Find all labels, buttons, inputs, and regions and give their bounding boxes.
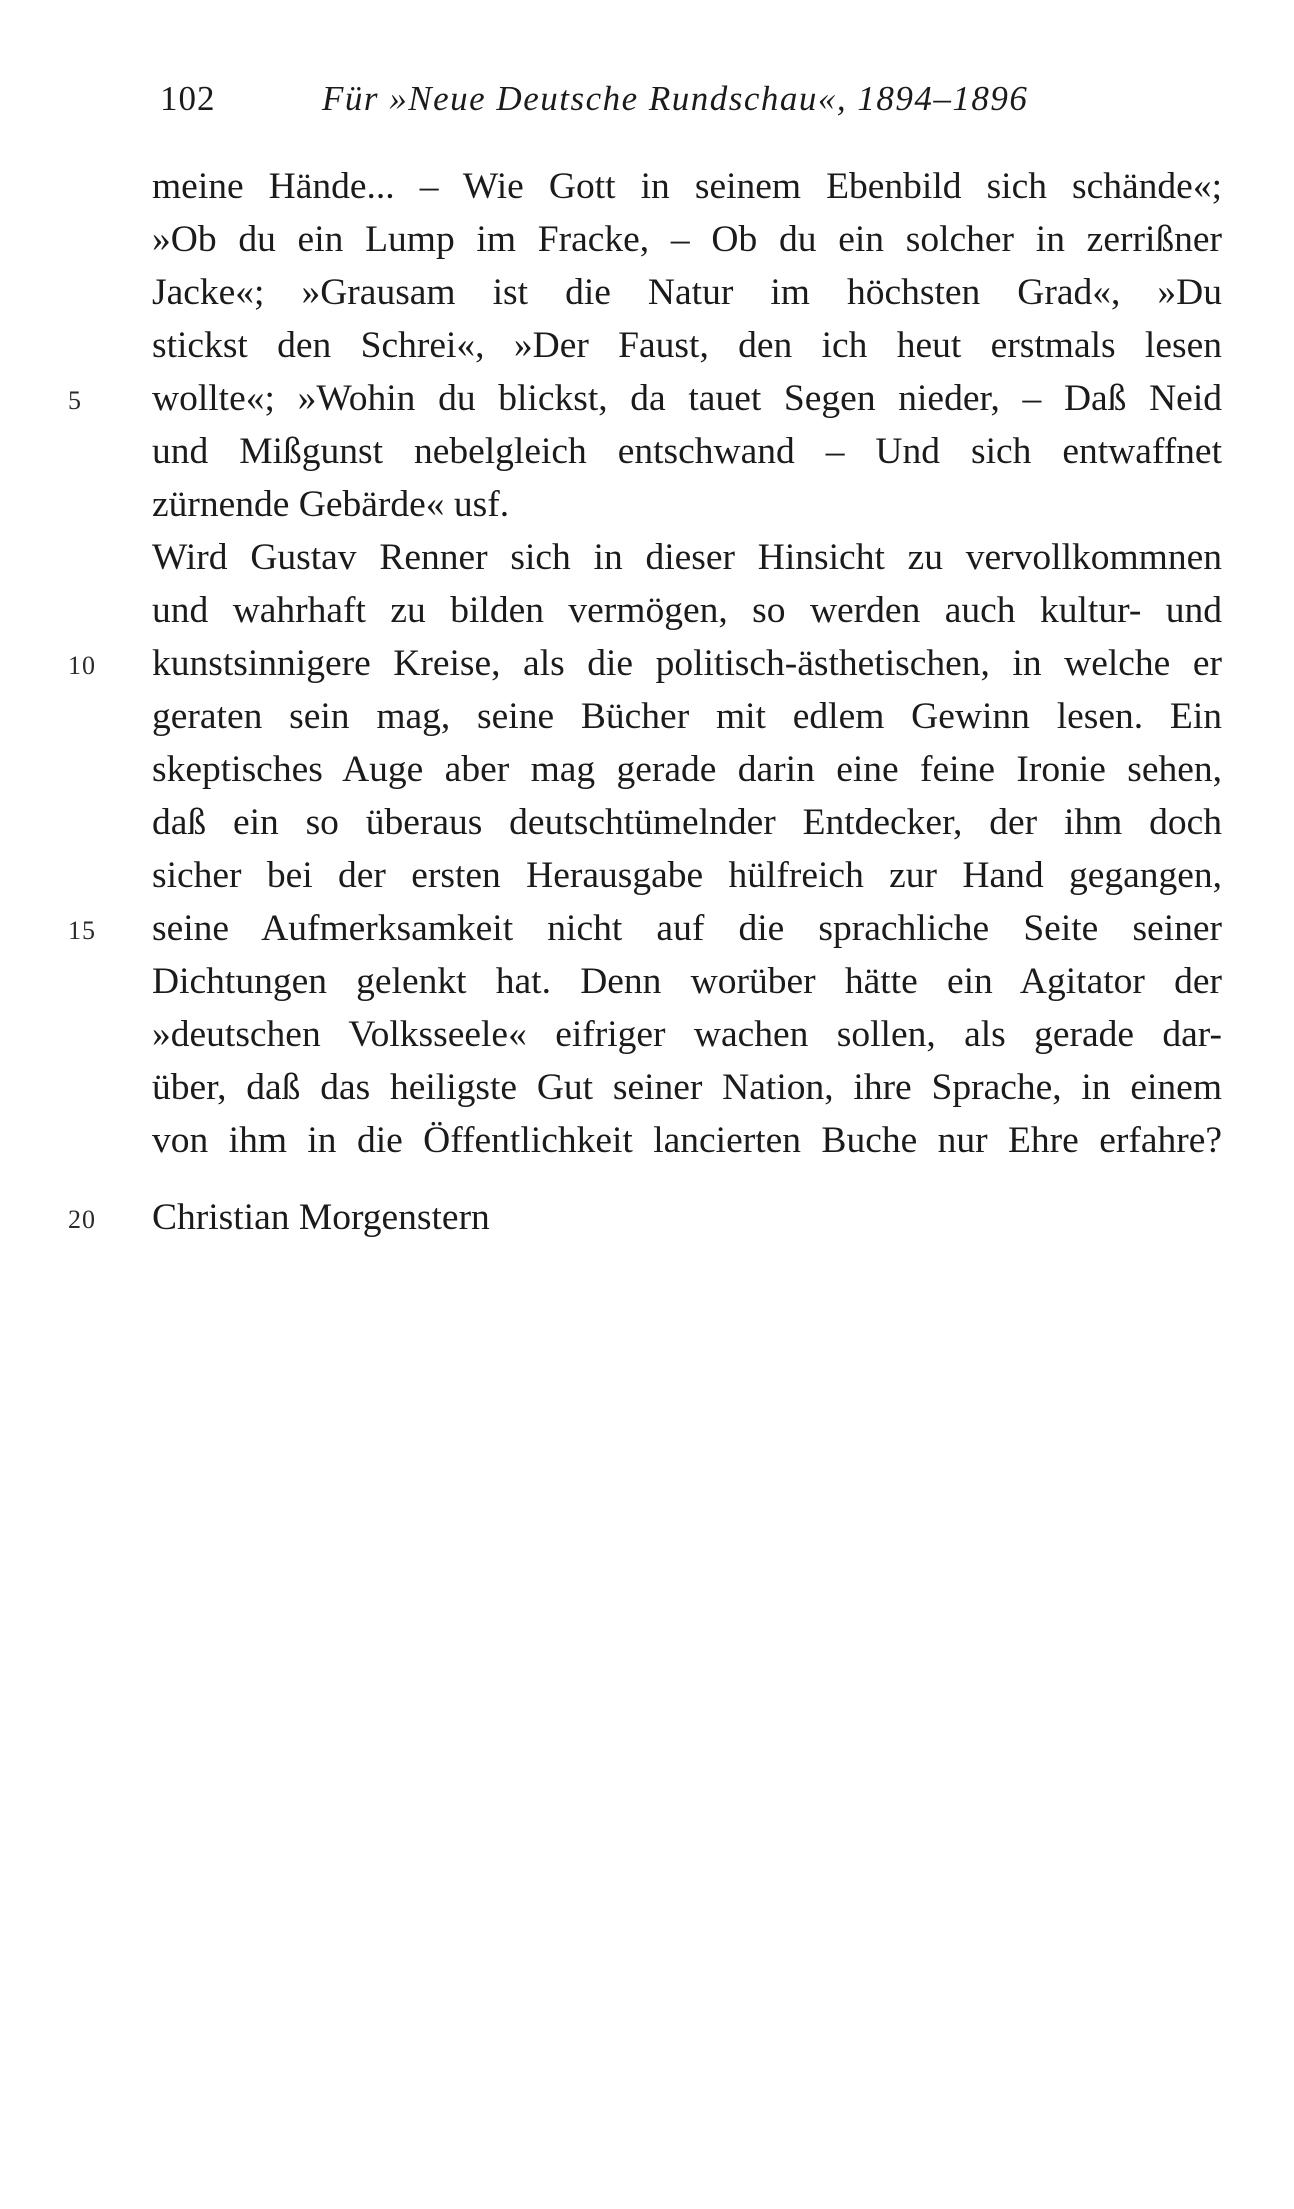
author-signature: Christian Morgenstern (152, 1197, 490, 1238)
line-text: Dichtungen gelenkt hat. Denn worüber hätte ein Agitator der (152, 961, 1222, 1002)
text-line (152, 478, 1222, 531)
line-text: Jacke«; »Grausam ist die Natur im höchsten Grad«, »Du (152, 272, 1222, 313)
line-text: geraten sein mag, seine Bücher mit edlem Gewinn lesen. Ein (152, 696, 1222, 737)
text-line (152, 584, 1222, 637)
line-text: stickst den Schrei«, »Der Faust, den ich heut erstmals lesen (152, 325, 1222, 366)
line-text: sicher bei der ersten Herausgabe hülfreich zur Hand gegangen, (152, 855, 1222, 896)
text-line (152, 531, 1222, 584)
line-text: skeptisches Auge aber mag gerade darin eine feine Ironie sehen, (152, 749, 1222, 790)
running-head: Für »Neue Deutsche Rundschau«, 1894–1896 (322, 79, 1029, 118)
line-number: 5 (68, 386, 82, 415)
line-number: 10 (68, 651, 96, 680)
line-text: seine Aufmerksamkeit nicht auf die sprachliche Seite seiner (152, 908, 1222, 949)
signature-line (68, 1191, 490, 1244)
body-text (68, 160, 1222, 1167)
text-line (152, 955, 1222, 1008)
line-text: wollte«; »Wohin du blickst, da tauet Segen nieder, – Daß Neid (152, 378, 1222, 419)
text-line (152, 690, 1222, 743)
text-line (152, 425, 1222, 478)
line-text: »deutschen Volksseele« eifriger wachen sollen, als gerade dar- (152, 1014, 1222, 1055)
page-header (160, 74, 1220, 124)
text-line (152, 1114, 1222, 1167)
text-line (152, 213, 1222, 266)
text-line (152, 266, 1222, 319)
line-text: kunstsinnigere Kreise, als die politisch-ästhetischen, in welche er (152, 643, 1222, 684)
line-text: zürnende Gebärde« usf. (152, 484, 510, 525)
line-text: meine Hände... – Wie Gott in seinem Ebenbild sich schände«; (152, 166, 1222, 207)
text-line (152, 160, 1222, 213)
text-line (152, 1008, 1222, 1061)
line-number: 15 (68, 916, 96, 945)
line-number: 20 (68, 1205, 96, 1234)
line-text: und wahrhaft zu bilden vermögen, so werden auch kultur- und (152, 590, 1222, 631)
text-line (68, 372, 1222, 425)
text-line (152, 1061, 1222, 1114)
line-text: »Ob du ein Lump im Fracke, – Ob du ein solcher in zerrißner (152, 219, 1222, 260)
text-line (152, 319, 1222, 372)
line-text: von ihm in die Öffentlichkeit lancierten Buche nur Ehre erfahre? (152, 1120, 1222, 1161)
page-number: 102 (160, 79, 216, 118)
text-line (152, 796, 1222, 849)
text-line (152, 849, 1222, 902)
text-line (68, 902, 1222, 955)
line-text: und Mißgunst nebelgleich entschwand – Und sich entwaffnet (152, 431, 1222, 472)
text-line (68, 637, 1222, 690)
line-text: Wird Gustav Renner sich in dieser Hinsicht zu vervollkommnen (152, 537, 1222, 578)
text-line (152, 743, 1222, 796)
line-text: über, daß das heiligste Gut seiner Nation, ihre Sprache, in einem (152, 1067, 1222, 1108)
line-text: daß ein so überaus deutschtümelnder Entdecker, der ihm doch (152, 802, 1222, 843)
